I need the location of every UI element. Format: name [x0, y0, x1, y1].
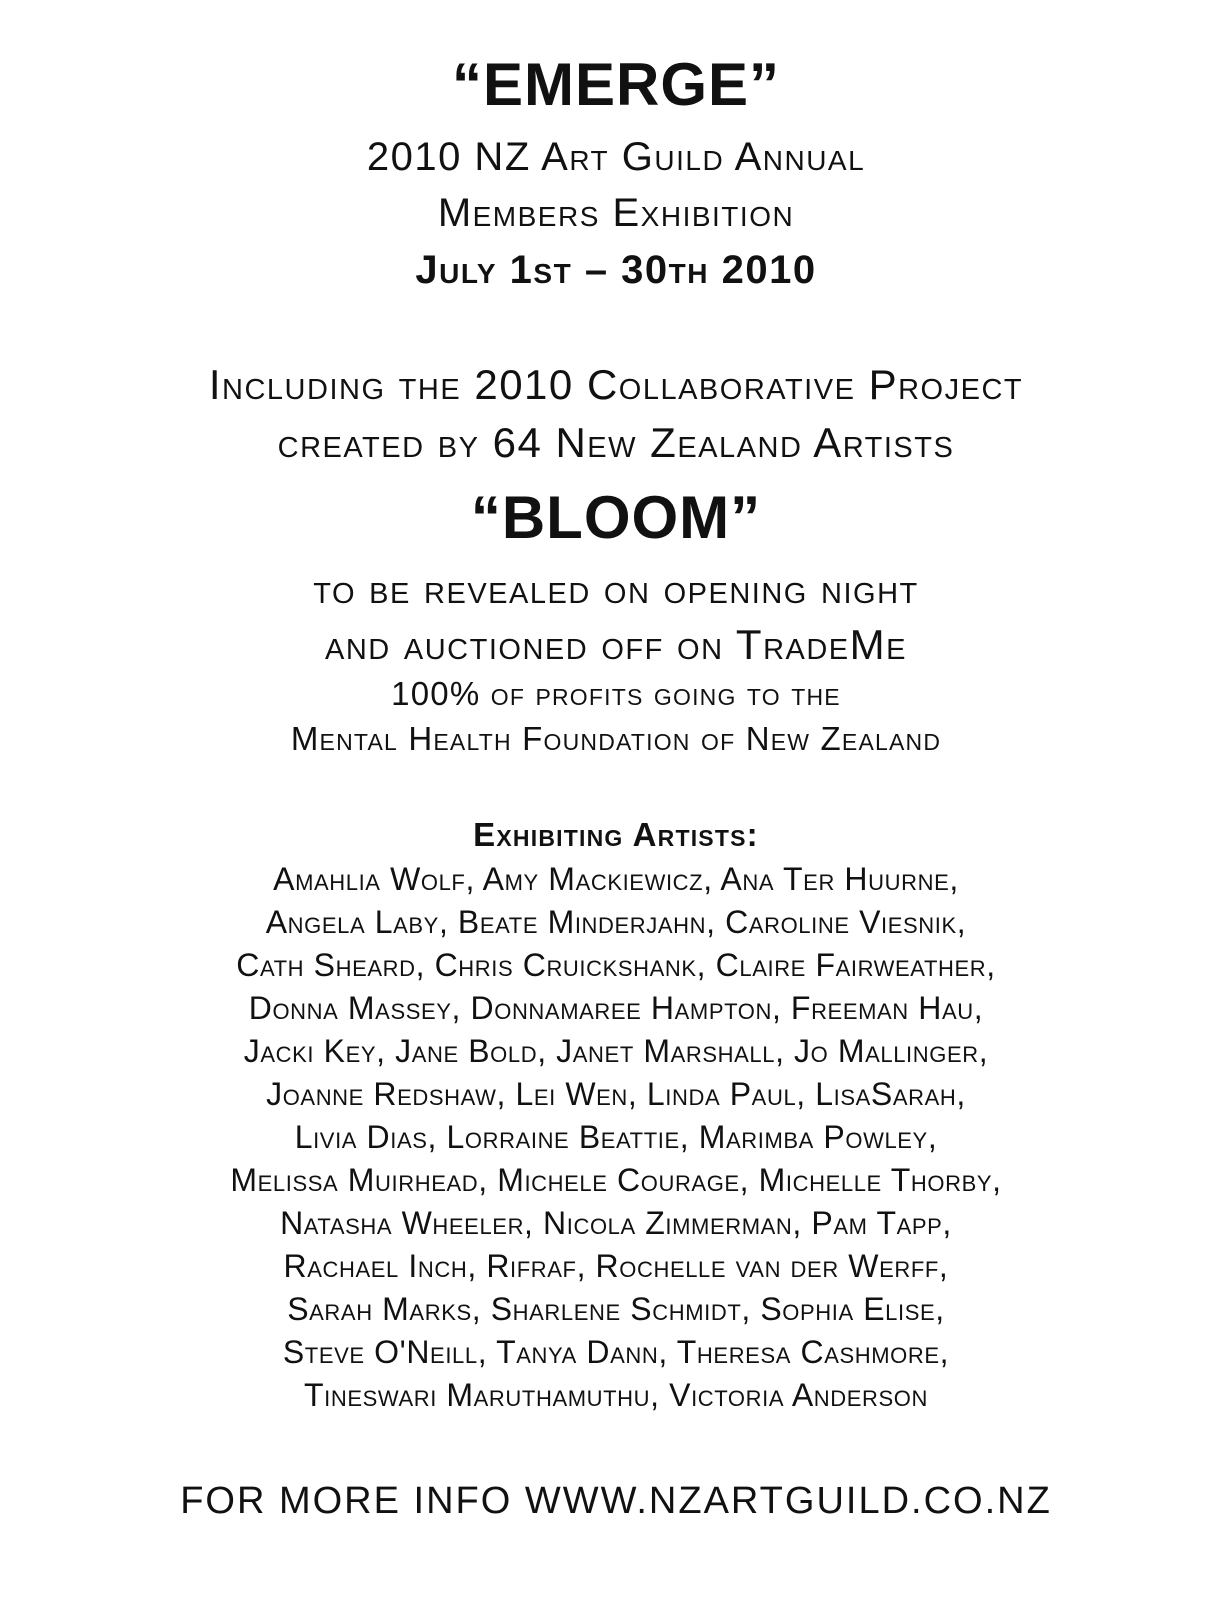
reveal-line-2: and auctioned off on TradeMe	[325, 621, 907, 668]
artist-line: Steve O'Neill, Tanya Dann, Theresa Cashmore,	[282, 1334, 950, 1370]
exhibition-title: “EMERGE”	[451, 51, 781, 118]
exhibition-dates: July 1st – 30th 2010	[415, 248, 817, 292]
artist-line: Tineswari Maruthamuthu, Victoria Anderson	[304, 1377, 928, 1413]
project-title: “BLOOM”	[470, 484, 762, 551]
artist-line: Livia Dias, Lorraine Beattie, Marimba Powley,	[294, 1119, 938, 1155]
artist-line: Rachael Inch, Rifraf, Rochelle van der Werff,	[283, 1248, 949, 1284]
artists-heading: Exhibiting Artists:	[473, 816, 759, 853]
artist-line: Natasha Wheeler, Nicola Zimmerman, Pam Tapp,	[280, 1205, 952, 1241]
more-info-link: FOR MORE INFO WWW.NZARTGUILD.CO.NZ	[180, 1480, 1052, 1522]
exhibition-subtitle-line-2: Members Exhibition	[437, 191, 795, 235]
artist-line: Amahlia Wolf, Amy Mackiewicz, Ana Ter Huurne,	[273, 861, 959, 897]
artist-line: Joanne Redshaw, Lei Wen, Linda Paul, LisaSarah,	[266, 1076, 966, 1112]
artist-line: Melissa Muirhead, Michele Courage, Michelle Thorby,	[230, 1162, 1002, 1198]
artist-line: Sarah Marks, Sharlene Schmidt, Sophia Elise,	[287, 1291, 945, 1327]
artist-line: Cath Sheard, Chris Cruickshank, Claire Fairweather,	[236, 947, 996, 983]
artist-line: Angela Laby, Beate Minderjahn, Caroline Viesnik,	[265, 904, 967, 940]
reveal-line-1: to be revealed on opening night	[313, 565, 919, 612]
exhibition-subtitle-line-1: 2010 NZ Art Guild Annual	[366, 135, 866, 179]
profits-line-1: 100% of profits going to the	[391, 675, 841, 712]
artist-line: Donna Massey, Donnamaree Hampton, Freeman Hau,	[248, 990, 984, 1026]
project-line-1: Including the 2010 Collaborative Project	[208, 361, 1024, 408]
project-line-2: created by 64 New Zealand Artists	[277, 419, 955, 466]
artist-line: Jacki Key, Jane Bold, Janet Marshall, Jo Mallinger,	[243, 1033, 989, 1069]
profits-line-2: Mental Health Foundation of New Zealand	[290, 720, 942, 757]
